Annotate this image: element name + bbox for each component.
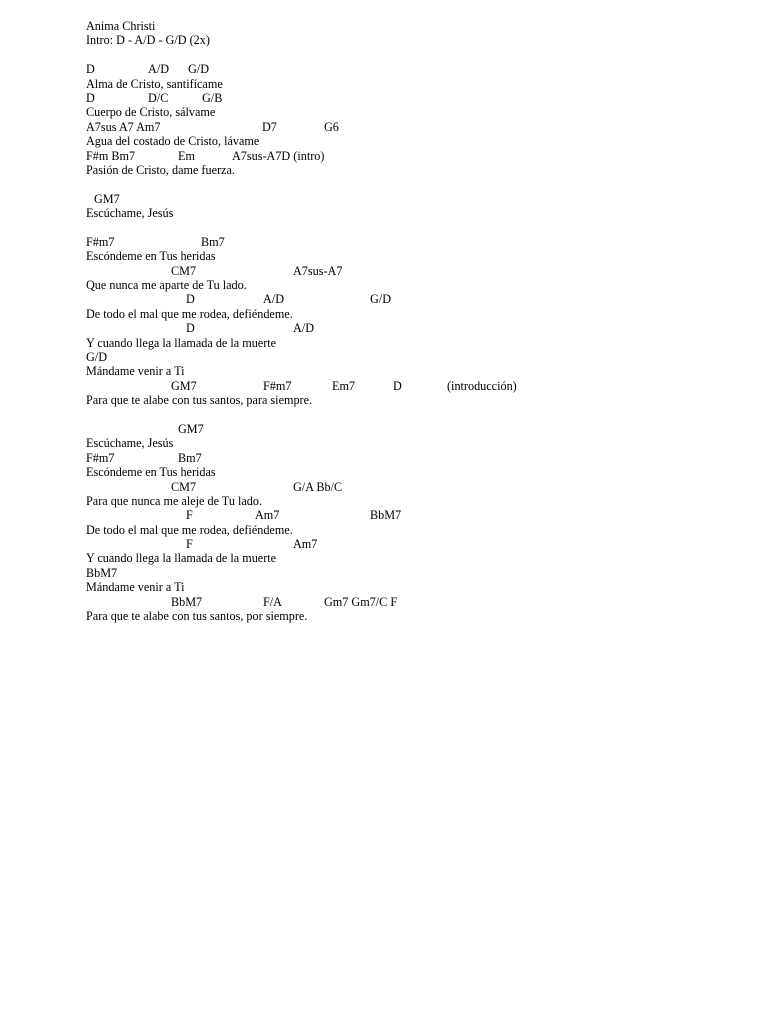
chord: F — [186, 508, 193, 523]
spacer — [86, 177, 726, 191]
chord: A7sus-A7 — [293, 263, 343, 278]
spacer — [86, 48, 726, 62]
chord: Am7 — [293, 537, 318, 552]
lyric-line: Alma de Cristo, santifícame — [86, 76, 223, 91]
chord: D7 — [262, 119, 277, 134]
chord-line — [86, 149, 726, 163]
chord-sheet — [86, 19, 726, 623]
lyric-line: Escúchame, Jesús — [86, 206, 174, 221]
chord-line — [86, 566, 726, 580]
chord: Gm7 Gm7/C F — [324, 594, 398, 609]
chord: D — [393, 378, 402, 393]
chord: G/D — [370, 292, 391, 307]
chord: Em — [178, 148, 195, 163]
lyric-line: Pasión de Cristo, dame fuerza. — [86, 162, 235, 177]
chord: GM7 — [178, 421, 204, 436]
chord: F#m7 — [86, 234, 115, 249]
chord: A7sus-A7D (intro) — [232, 148, 325, 163]
chord-line — [86, 192, 726, 206]
chord: (introducción) — [447, 378, 517, 393]
intro-line: Intro: D - A/D - G/D (2x) — [86, 33, 210, 48]
lyric-line: Para que nunca me aleje de Tu lado. — [86, 493, 262, 508]
lyric-line: Agua del costado de Cristo, lávame — [86, 134, 260, 149]
chord: GM7 — [94, 191, 120, 206]
chord-line — [86, 321, 726, 335]
chord: A/D — [263, 292, 284, 307]
chord: G/D — [188, 62, 209, 77]
chord: CM7 — [171, 479, 197, 494]
lyric-line: Y cuando llega la llamada de la muerte — [86, 551, 277, 566]
chord: BbM7 — [171, 594, 203, 609]
chord-line — [86, 508, 726, 522]
chord: G/A Bb/C — [293, 479, 343, 494]
chord: G/D — [86, 349, 107, 364]
chord: F/A — [263, 594, 282, 609]
chord-line — [86, 379, 726, 393]
lyric-line: Escúchame, Jesús — [86, 436, 174, 451]
chord: Bm7 — [201, 234, 225, 249]
chord: Bm7 — [178, 450, 202, 465]
song-title: Anima Christi — [86, 19, 156, 33]
chord: A7sus A7 Am7 — [86, 119, 161, 134]
chord: D — [86, 90, 95, 105]
chord: F#m Bm7 — [86, 148, 136, 163]
chord: D — [186, 321, 195, 336]
chord: Em7 — [332, 378, 356, 393]
spacer — [86, 220, 726, 234]
chord: BbM7 — [86, 565, 118, 580]
chord: G/B — [202, 90, 223, 105]
chord: D — [86, 62, 95, 77]
chord-line — [86, 235, 726, 249]
chord: CM7 — [171, 263, 197, 278]
spacer — [86, 408, 726, 422]
lyric-line: Mándame venir a Ti — [86, 364, 185, 379]
chord-line — [86, 422, 726, 436]
lyric-line: Escóndeme en Tus heridas — [86, 249, 216, 264]
lyric-line: Para que te alabe con tus santos, por siempre. — [86, 609, 308, 624]
lyric-line: Y cuando llega la llamada de la muerte — [86, 335, 277, 350]
chord-line — [86, 120, 726, 134]
chord: F#m7 — [86, 450, 115, 465]
chord: A/D — [148, 62, 169, 77]
chord: F — [186, 537, 193, 552]
chord-line — [86, 292, 726, 306]
chord-line — [86, 595, 726, 609]
chord-line — [86, 91, 726, 105]
chord-line — [86, 350, 726, 364]
chord: D — [186, 292, 195, 307]
chord: GM7 — [171, 378, 197, 393]
chord: F#m7 — [263, 378, 292, 393]
chord: BbM7 — [370, 508, 402, 523]
lyric-line: Cuerpo de Cristo, sálvame — [86, 105, 216, 120]
chord: G6 — [324, 119, 339, 134]
chord-line — [86, 451, 726, 465]
lyric-line: Mándame venir a Ti — [86, 580, 185, 595]
lyric-line: Escóndeme en Tus heridas — [86, 465, 216, 480]
chord-line — [86, 537, 726, 551]
chord-line — [86, 264, 726, 278]
lyric-line: De todo el mal que me rodea, defiéndeme. — [86, 306, 293, 321]
lyric-line: Para que te alabe con tus santos, para siempre. — [86, 393, 313, 408]
chord: A/D — [293, 321, 314, 336]
lyric-line: De todo el mal que me rodea, defiéndeme. — [86, 522, 293, 537]
lyric-line: Que nunca me aparte de Tu lado. — [86, 278, 247, 293]
chord: D/C — [148, 90, 169, 105]
chord: Am7 — [255, 508, 280, 523]
chord-line — [86, 62, 726, 76]
chord-line — [86, 480, 726, 494]
